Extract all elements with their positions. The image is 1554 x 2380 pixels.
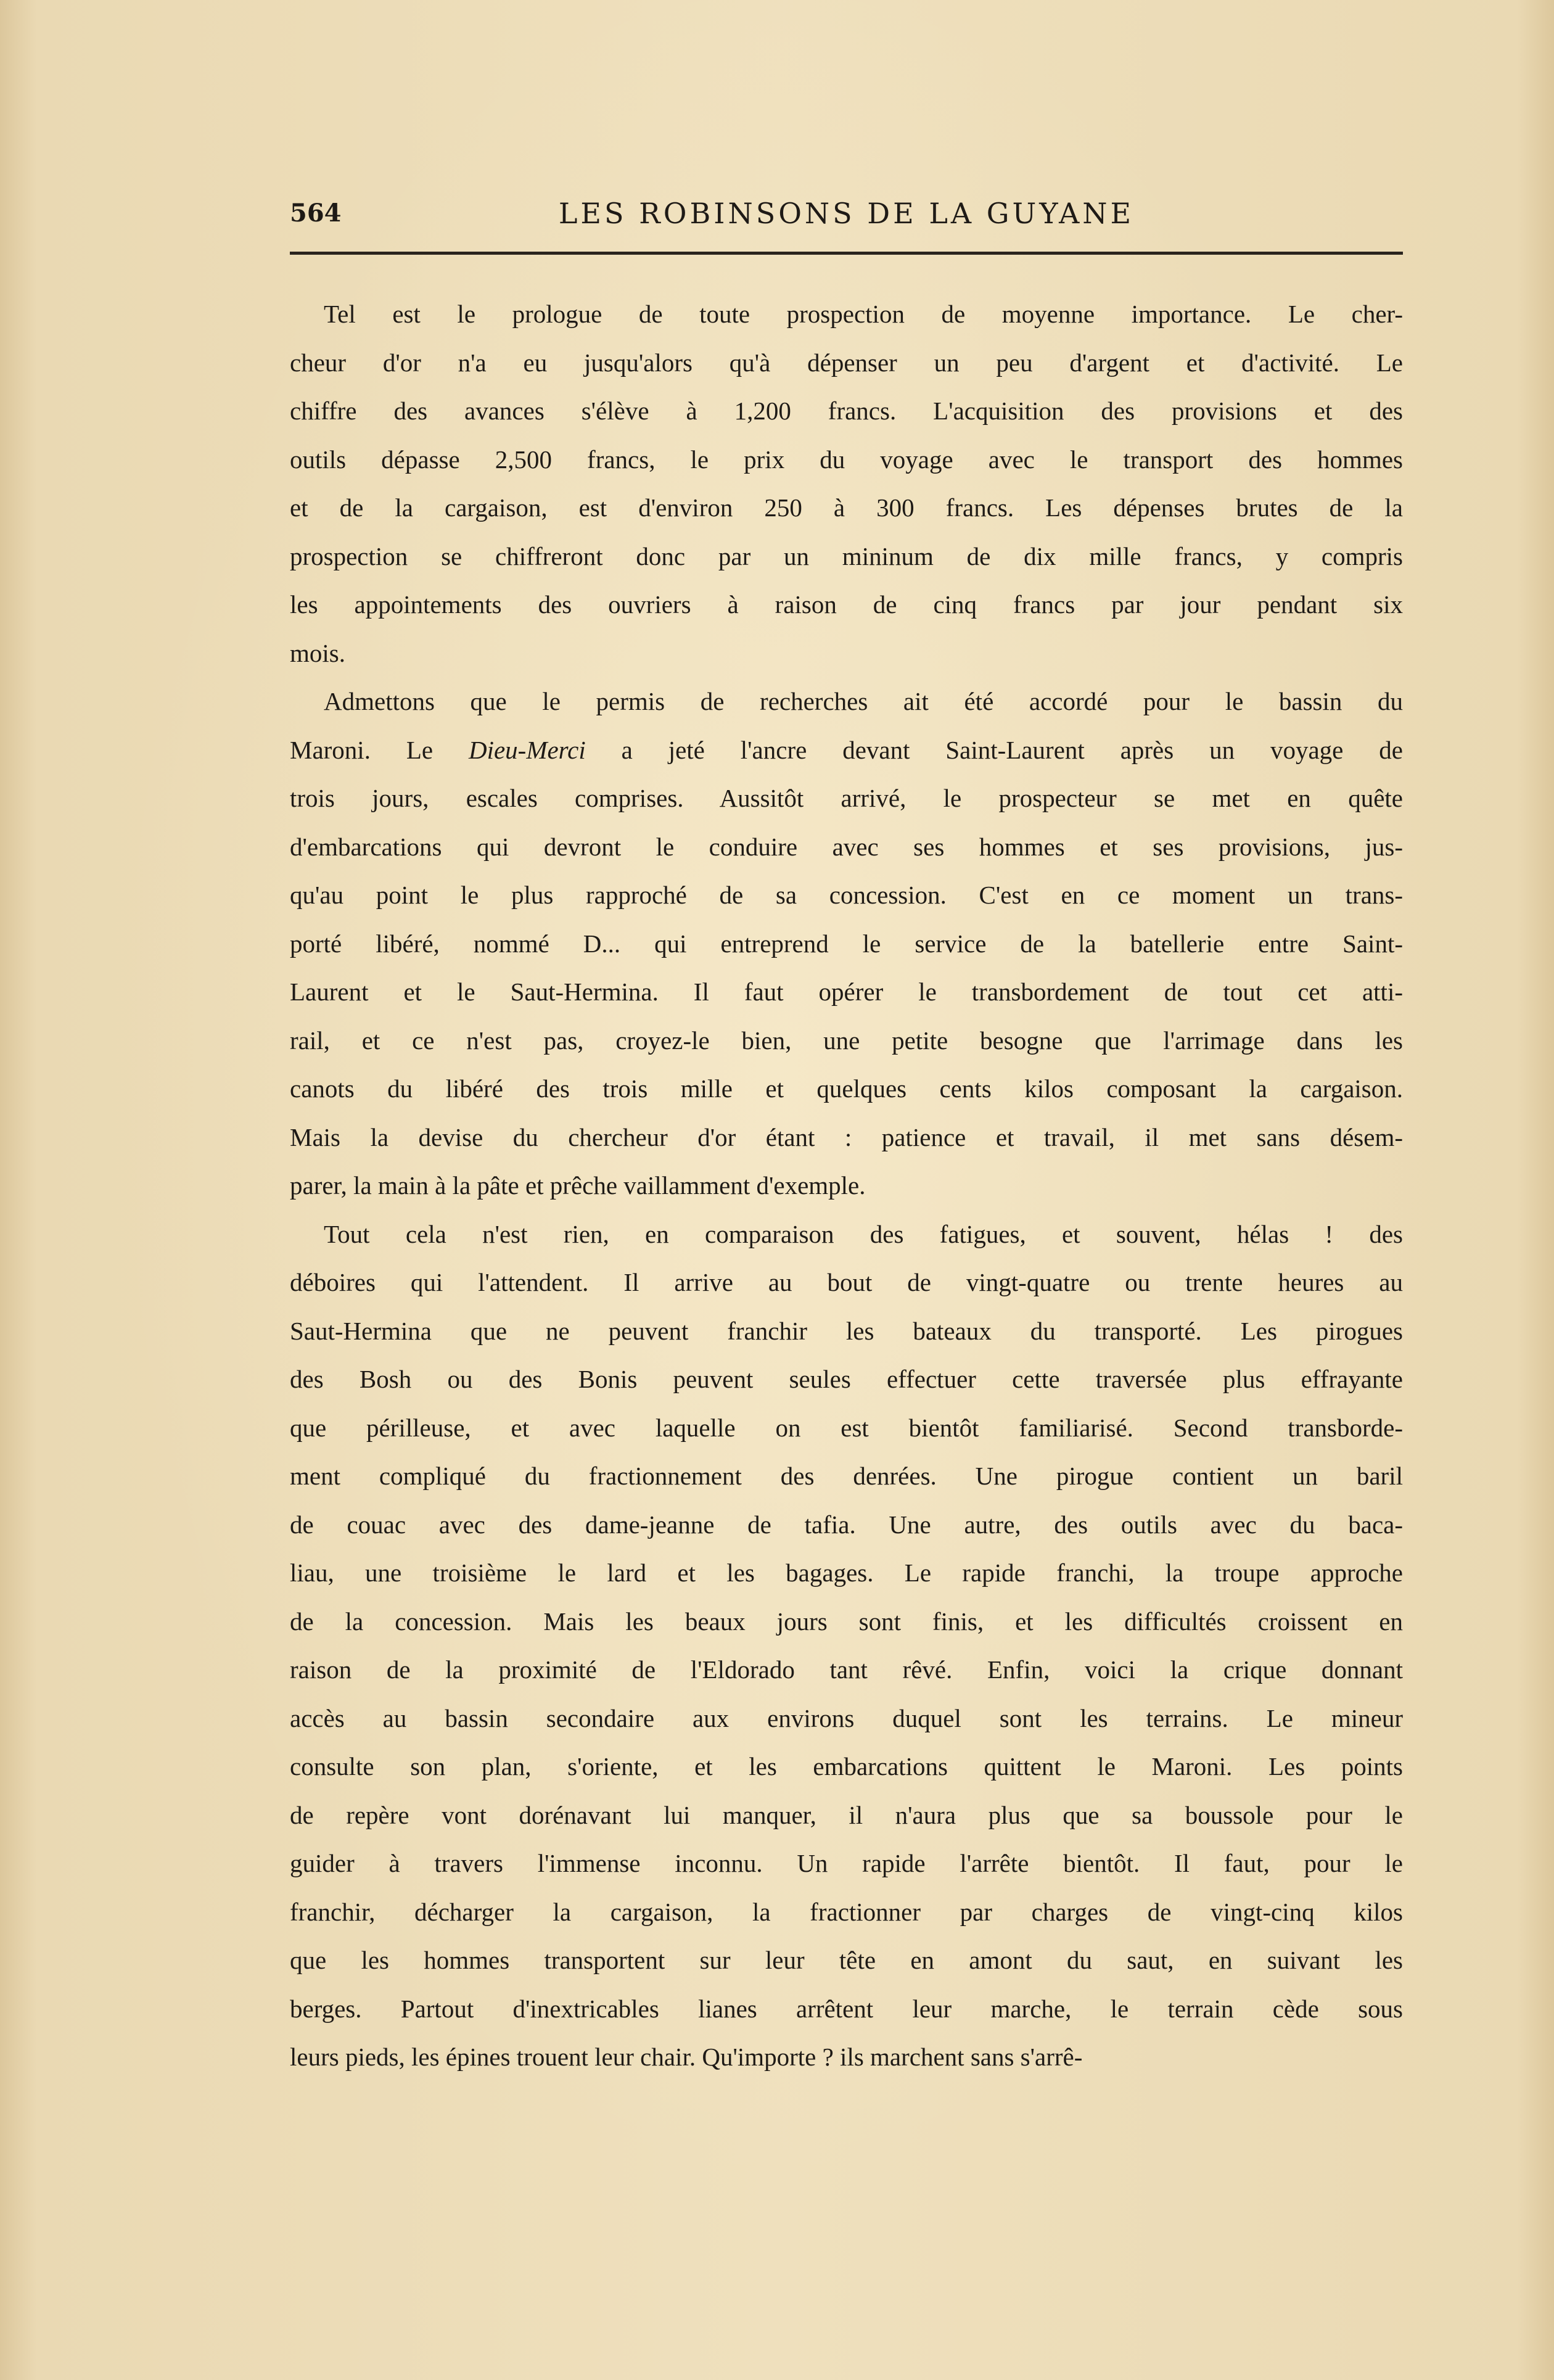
text-line: outils dépasse 2,500 francs, le prix du voyage avec le transport des hommes — [290, 445, 1403, 474]
text-line: Tel est le prologue de toute prospection de moyenne importance. Le cher- — [324, 300, 1403, 328]
text-line: chiffre des avances s'élève à 1,200 francs. L'acquisition des provisions et des — [290, 397, 1403, 425]
text-line: rail, et ce n'est pas, croyez-le bien, une petite besogne que l'arrimage dans les — [290, 1026, 1403, 1055]
text-line: berges. Partout d'inextricables lianes arrêtent leur marche, le terrain cède sous — [290, 1994, 1403, 2023]
text-line: déboires qui l'attendent. Il arrive au bout de vingt-quatre ou trente heures au — [290, 1268, 1403, 1296]
text-line: de la concession. Mais les beaux jours sont finis, et les difficultés croissent en — [290, 1607, 1403, 1636]
text-line: et de la cargaison, est d'environ 250 à 300 francs. Les dépenses brutes de la — [290, 493, 1403, 522]
text-line: consulte son plan, s'oriente, et les embarcations quittent le Maroni. Les points — [290, 1752, 1403, 1781]
page-number: 564 — [290, 199, 342, 228]
text-line: ment compliqué du fractionnement des denrées. Une pirogue contient un baril — [290, 1462, 1403, 1490]
body-text — [290, 290, 1403, 2081]
text-line: trois jours, escales comprises. Aussitôt arrivé, le prospecteur se met en quête — [290, 784, 1403, 812]
text-line: accès au bassin secondaire aux environs duquel sont les terrains. Le mineur — [290, 1703, 1403, 1732]
text-line: d'embarcations qui devront le conduire avec ses hommes et ses provisions, jus- — [290, 832, 1403, 861]
italic-text: Dieu-Merci — [468, 735, 586, 764]
text-line: Tout cela n'est rien, en comparaison des fatigues, et souvent, hélas ! des — [324, 1219, 1403, 1248]
text-line: de couac avec des dame-jeanne de tafia. Une autre, des outils avec du baca- — [290, 1510, 1403, 1539]
text-line: Admettons que le permis de recherches ait été accordé pour le bassin du — [324, 687, 1403, 715]
text-line: que les hommes transportent sur leur tête en amont du saut, en suivant les — [290, 1946, 1403, 1974]
paragraph — [290, 290, 1403, 677]
running-title: LES ROBINSONS DE LA GUYANE — [558, 197, 1135, 230]
paragraph — [290, 1210, 1403, 2081]
text-line: parer, la main à la pâte et prêche vaillamment d'exemple. — [290, 1171, 866, 1200]
text-line: cheur d'or n'a eu jusqu'alors qu'à dépenser un peu d'argent et d'activité. Le — [290, 348, 1403, 377]
paragraph — [290, 677, 1403, 1210]
text-line: porté libéré, nommé D... qui entreprend le service de la batellerie entre Saint- — [290, 929, 1403, 958]
text-line: de repère vont dorénavant lui manquer, il n'aura plus que sa boussole pour le — [290, 1800, 1403, 1829]
text-line: que périlleuse, et avec laquelle on est bientôt familiarisé. Second transborde- — [290, 1413, 1403, 1442]
page-header — [290, 191, 1403, 234]
text-line: mois. — [290, 638, 345, 667]
text-line: franchir, décharger la cargaison, la fractionner par charges de vingt-cinq kilos — [290, 1897, 1403, 1926]
text-line: Laurent et le Saut-Hermina. Il faut opérer le transbordement de tout cet atti- — [290, 978, 1403, 1006]
text-line: liau, une troisième le lard et les bagages. Le rapide franchi, la troupe approche — [290, 1559, 1403, 1587]
text-line: leurs pieds, les épines trouent leur chair. Qu'importe ? ils marchent sans s'arrê- — [290, 2043, 1083, 2071]
text-line: prospection se chiffreront donc par un mininum de dix mille francs, y compris — [290, 541, 1403, 570]
header-rule — [290, 252, 1403, 255]
text-line: guider à travers l'immense inconnu. Un rapide l'arrête bientôt. Il faut, pour le — [290, 1849, 1403, 1877]
text-line: Saut-Hermina que ne peuvent franchir les bateaux du transporté. Les pirogues — [290, 1316, 1403, 1345]
text-line: Mais la devise du chercheur d'or étant : patience et travail, il met sans désem- — [290, 1122, 1403, 1151]
text-line: les appointements des ouvriers à raison de cinq francs par jour pendant six — [290, 590, 1403, 619]
text-line: qu'au point le plus rapproché de sa concession. C'est en ce moment un trans- — [290, 881, 1403, 909]
text-line: des Bosh ou des Bonis peuvent seules effectuer cette traversée plus effrayante — [290, 1365, 1403, 1393]
text-line: canots du libéré des trois mille et quelques cents kilos composant la cargaison. — [290, 1074, 1403, 1103]
text-line: Maroni. Le Dieu-Merci a jeté l'ancre devant Saint-Laurent après un voyage de — [290, 735, 1403, 764]
text-line: raison de la proximité de l'Eldorado tant rêvé. Enfin, voici la crique donnant — [290, 1655, 1403, 1684]
